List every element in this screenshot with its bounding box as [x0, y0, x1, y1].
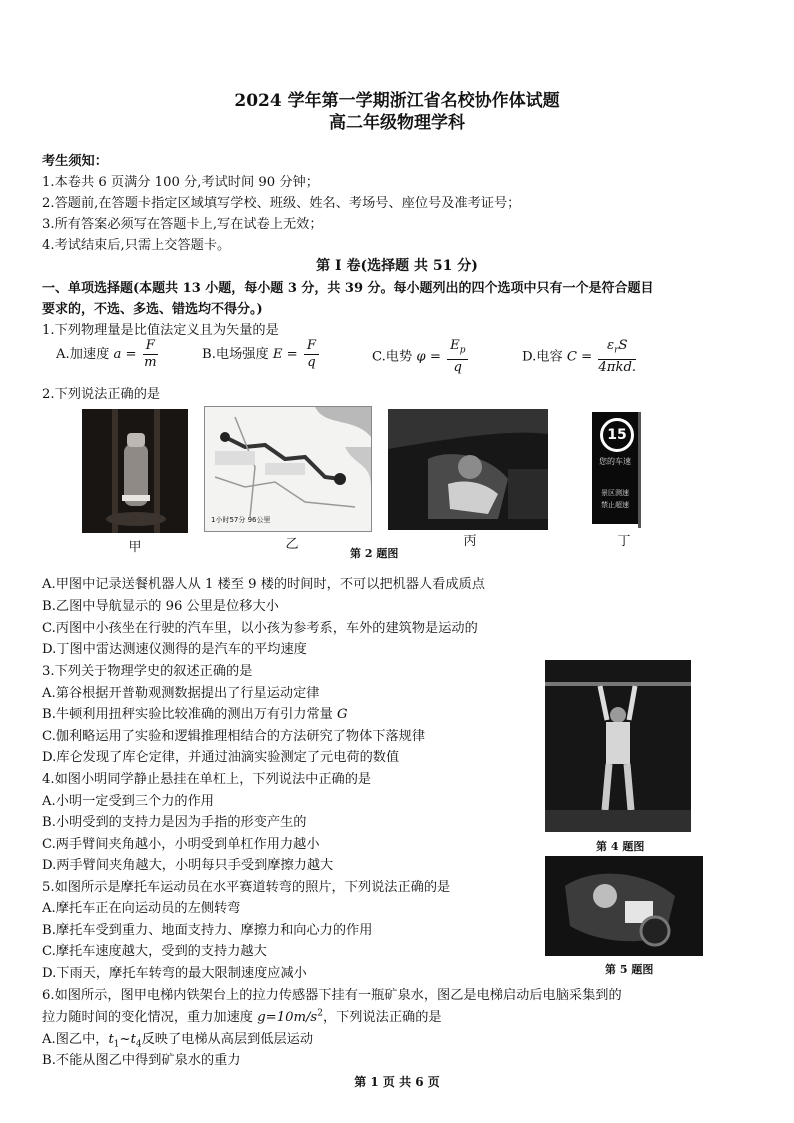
q1-option-c: C.电势 φ = $\frac{E_p}{q}$ — [372, 338, 470, 376]
sign-text-zone: 景区测速 — [601, 489, 629, 497]
child-in-car-photo — [388, 409, 548, 530]
q2-figure-caption: 第 2 题图 — [350, 547, 399, 560]
q2-option-a: A.甲图中记录送餐机器人从 1 楼至 9 楼的时间时，不可以把机器人看成质点 — [42, 577, 485, 592]
q2-option-d: D.丁图中雷达测速仪测得的是汽车的平均速度 — [42, 642, 307, 657]
question-2-stem: 2.下列说法正确的是 — [42, 387, 161, 402]
q2-option-b: B.乙图中导航显示的 96 公里是位移大小 — [42, 599, 279, 614]
sign-text-speed: 您的车速 — [599, 457, 631, 466]
question-4-stem: 4.如图小明同学静止悬挂在单杠上，下列说法中正确的是 — [42, 772, 372, 787]
q3-option-b: B.牛顿利用扭秤实验比较准确的测出万有引力常量 G — [42, 707, 348, 722]
pullup-bar-photo — [545, 660, 691, 832]
notice-item: 4.考试结束后,只需上交答题卡。 — [42, 238, 231, 253]
navigation-map — [204, 406, 372, 532]
notice-heading: 考生须知： — [42, 154, 108, 169]
q6-option-a: A.图乙中，$t_1\sim t_4$反映了电梯从高层到低层运动 — [42, 1032, 314, 1050]
robot-photo — [82, 409, 188, 533]
q4-option-a: A.小明一定受到三个力的作用 — [42, 794, 214, 809]
q5-figure-caption: 第 5 题图 — [605, 963, 654, 976]
q5-option-d: D.下雨天，摩托车转弯的最大限制速度应减小 — [42, 966, 307, 981]
motorcycle-photo — [545, 856, 703, 956]
speed-number: 15 — [600, 418, 634, 452]
q4-option-b: B.小明受到的支持力是因为手指的形变产生的 — [42, 815, 307, 830]
q3-option-a: A.第谷根据开普勒观测数据提出了行星运动定律 — [42, 686, 320, 701]
sign-pole — [638, 412, 641, 528]
q4-figure-caption: 第 4 题图 — [596, 840, 645, 853]
section-intro-cont: 要求的，不选、多选、错选均不得分。) — [42, 302, 263, 317]
q4-option-d: D.两手臂间夹角越大，小明每只手受到摩擦力越大 — [42, 858, 334, 873]
speed-radar-sign — [592, 412, 638, 524]
section-title: 第 I 卷(选择题 共 51 分) — [316, 258, 478, 274]
q3-option-d: D.库仑发现了库仑定律，并通过油滴实验测定了元电荷的数值 — [42, 750, 400, 765]
question-6-stem: 6.如图所示，图甲电梯内铁架台上的拉力传感器下挂有一瓶矿泉水，图乙是电梯启动后电脑采集到的 — [42, 988, 622, 1003]
question-1-stem: 1.下列物理量是比值法定义且为矢量的是 — [42, 323, 279, 338]
image-label-jia: 甲 — [128, 540, 142, 555]
exam-title: 2024 学年第一学期浙江省名校协作体试题 — [234, 91, 560, 111]
q1-option-d: D.电容 C = $\frac{\varepsilon_rS}{\text{4πkd.}}$ — [522, 338, 637, 375]
q1-option-b: B.电场强度 E = $\frac{F}{q}$ — [202, 338, 321, 371]
map-route-info: 1小时57分 96公里 — [211, 516, 271, 524]
page-number: 第 1 页 共 6 页 — [354, 1075, 440, 1089]
q6-option-b: B.不能从图乙中得到矿泉水的重力 — [42, 1053, 241, 1068]
question-6-stem-cont: 拉力随时间的变化情况，重力加速度 $g=10m/s^2$，下列说法正确的是 — [42, 1008, 442, 1025]
q4-option-c: C.两手臂间夹角越小，小明受到单杠作用力越小 — [42, 837, 320, 852]
question-5-stem: 5.如图所示是摩托车运动员在水平赛道转弯的照片，下列说法正确的是 — [42, 880, 451, 895]
image-label-ding: 丁 — [617, 534, 631, 549]
q5-option-a: A.摩托车正在向运动员的左侧转弯 — [42, 901, 241, 916]
exam-subtitle: 高二年级物理学科 — [329, 113, 465, 133]
q3-option-c: C.伽利略运用了实验和逻辑推理相结合的方法研究了物体下落规律 — [42, 729, 426, 744]
q2-option-c: C.丙图中小孩坐在行驶的汽车里，以小孩为参考系，车外的建筑物是运动的 — [42, 621, 478, 636]
q5-option-b: B.摩托车受到重力、地面支持力、摩擦力和向心力的作用 — [42, 923, 373, 938]
sign-text-limit: 禁止超速 — [601, 501, 629, 509]
image-label-bing: 丙 — [463, 534, 477, 549]
notice-item: 2.答题前,在答题卡指定区域填写学校、班级、姓名、考场号、座位号及准考证号； — [42, 196, 521, 211]
question-3-stem: 3.下列关于物理学史的叙述正确的是 — [42, 664, 253, 679]
image-label-yi: 乙 — [285, 537, 299, 552]
section-intro: 一、单项选择题(本题共 13 小题，每小题 3 分，共 39 分。每小题列出的四个选项中只有一个是符合题目 — [42, 281, 654, 296]
q1-option-a: A.加速度 a = $\frac{F}{m}$ — [56, 338, 157, 370]
q5-option-c: C.摩托车速度越大，受到的支持力越大 — [42, 944, 267, 959]
notice-item: 1.本卷共 6 页满分 100 分,考试时间 90 分钟； — [42, 175, 319, 190]
notice-item: 3.所有答案必须写在答题卡上,写在试卷上无效； — [42, 217, 323, 232]
